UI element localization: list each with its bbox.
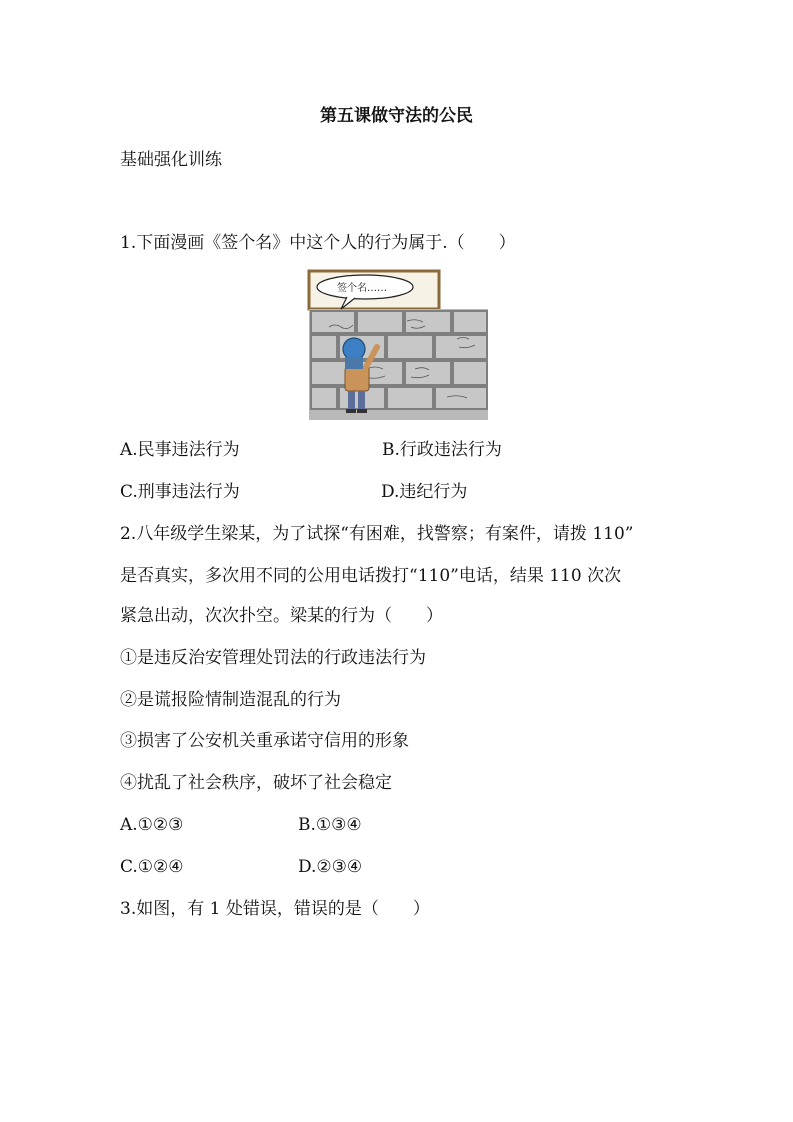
section-heading: 基础强化训练 [120,150,222,170]
q2-option-a: A.①②③ [120,815,184,835]
q2-statement: ③损害了公安机关重承诺守信用的形象 [120,731,409,751]
q1-option-d: D.违纪行为 [381,482,468,502]
cartoon-sign-name-illustration [307,269,488,420]
q2-statement: ④扰乱了社会秩序，破坏了社会稳定 [120,773,392,793]
q2-option-b: B.①③④ [298,815,362,835]
q1-option-b: B.行政违法行为 [382,440,502,460]
cartoon-bubble-text: 签个名…… [337,283,387,294]
q2-statement: ②是谎报险情制造混乱的行为 [120,690,341,710]
q2-option-d: D.②③④ [298,857,363,877]
page-title: 第五课做守法的公民 [320,106,473,126]
q2-stem-line: 紧急出动，次次扑空。梁某的行为（ ） [120,606,443,626]
q1-option-a: A.民事违法行为 [120,440,240,460]
q2-statement: ①是违反治安管理处罚法的行政违法行为 [120,648,426,668]
q3-stem: 3.如图，有 1 处错误，错误的是（ ） [120,899,430,919]
q2-stem-line: 2.八年级学生梁某，为了试探“有困难，找警察；有案件，请拨 110” [120,524,634,544]
q2-stem-line: 是否真实，多次用不同的公用电话拨打“110”电话，结果 110 次次 [120,566,622,586]
q2-option-c: C.①②④ [120,857,184,877]
q1-stem: 1.下面漫画《签个名》中这个人的行为属于.（ ） [120,233,516,253]
q1-option-c: C.刑事违法行为 [120,482,240,502]
